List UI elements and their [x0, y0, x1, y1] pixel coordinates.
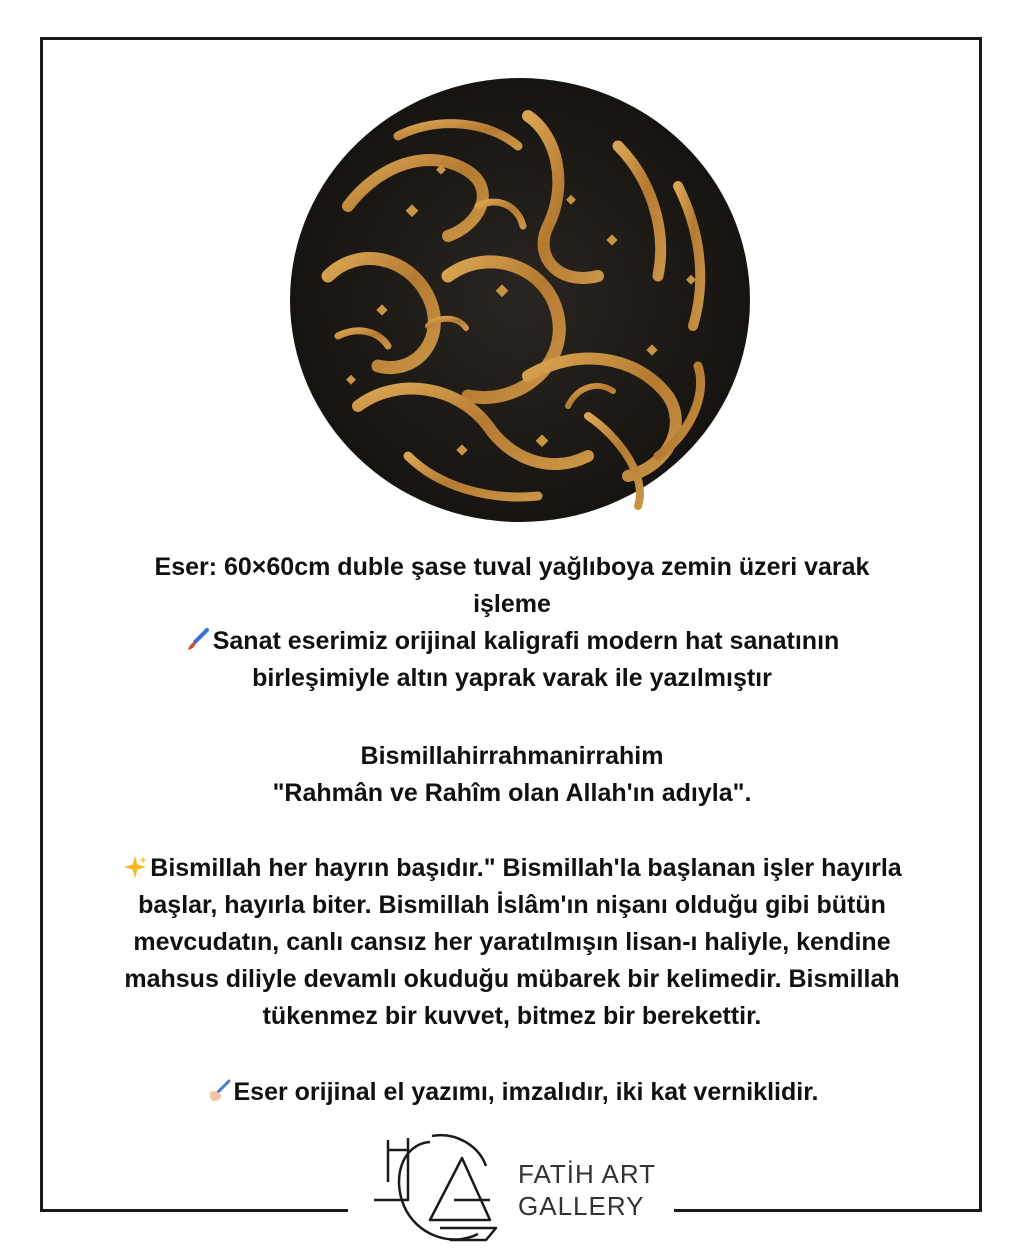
description-line-3-text: Sanat eserimiz orijinal kaligrafi modern hat sanatının [212, 627, 840, 655]
description-line-1: Eser: 60×60cm duble şase tuval yağlıboya zemin üzeri varak [154, 553, 870, 581]
frame-bottom-border-right [674, 1209, 982, 1212]
calligraphy-artwork-image [288, 76, 752, 524]
basmala-block [70, 738, 954, 812]
hadith-line-5: tükenmez bir kuvvet, bitmez bir berekettir. [262, 1002, 762, 1030]
frame-left-border [40, 37, 43, 1212]
artwork-description [70, 549, 954, 697]
frame-top-border [40, 37, 982, 40]
description-line-3 [70, 623, 954, 660]
artwork-note [70, 1074, 954, 1111]
fag-monogram-logo-icon [370, 1130, 500, 1252]
hadith-line-1-text: Bismillah her hayrın başıdır." Bismillah'la başlanan işler hayırla [150, 854, 902, 882]
basmala-translation: "Rahmân ve Rahîm olan Allah'ın adıyla". [272, 779, 752, 807]
writing-hand-icon [206, 1078, 232, 1104]
frame-right-border [979, 37, 982, 1212]
brand-line-2: GALLERY [518, 1191, 645, 1221]
hadith-line-1 [70, 850, 954, 887]
brand-line-1: FATİH ART [518, 1159, 657, 1189]
paintbrush-icon [185, 627, 211, 653]
note-text: Eser orijinal el yazımı, imzalıdır, iki kat verniklidir. [233, 1078, 819, 1106]
hadith-line-2: başlar, hayırla biter. Bismillah İslâm'ın nişanı olduğu gibi bütün [138, 891, 886, 919]
hadith-paragraph [70, 850, 954, 1035]
note-line [70, 1074, 954, 1111]
basmala-title: Bismillahirrahmanirrahim [360, 742, 664, 770]
description-line-4: birleşimiyle altın yaprak varak ile yazılmıştır [252, 664, 772, 692]
frame-bottom-border-left [40, 1209, 348, 1212]
gallery-brand-name [518, 1158, 656, 1222]
sparkles-icon [122, 854, 148, 880]
hadith-line-3: mevcudatın, canlı cansız her yaratılmışın lisan-ı haliyle, kendine [133, 928, 891, 956]
hadith-line-4: mahsus diliyle devamlı okuduğu mübarek bir kelimedir. Bismillah [124, 965, 900, 993]
description-line-2: işleme [473, 590, 551, 618]
